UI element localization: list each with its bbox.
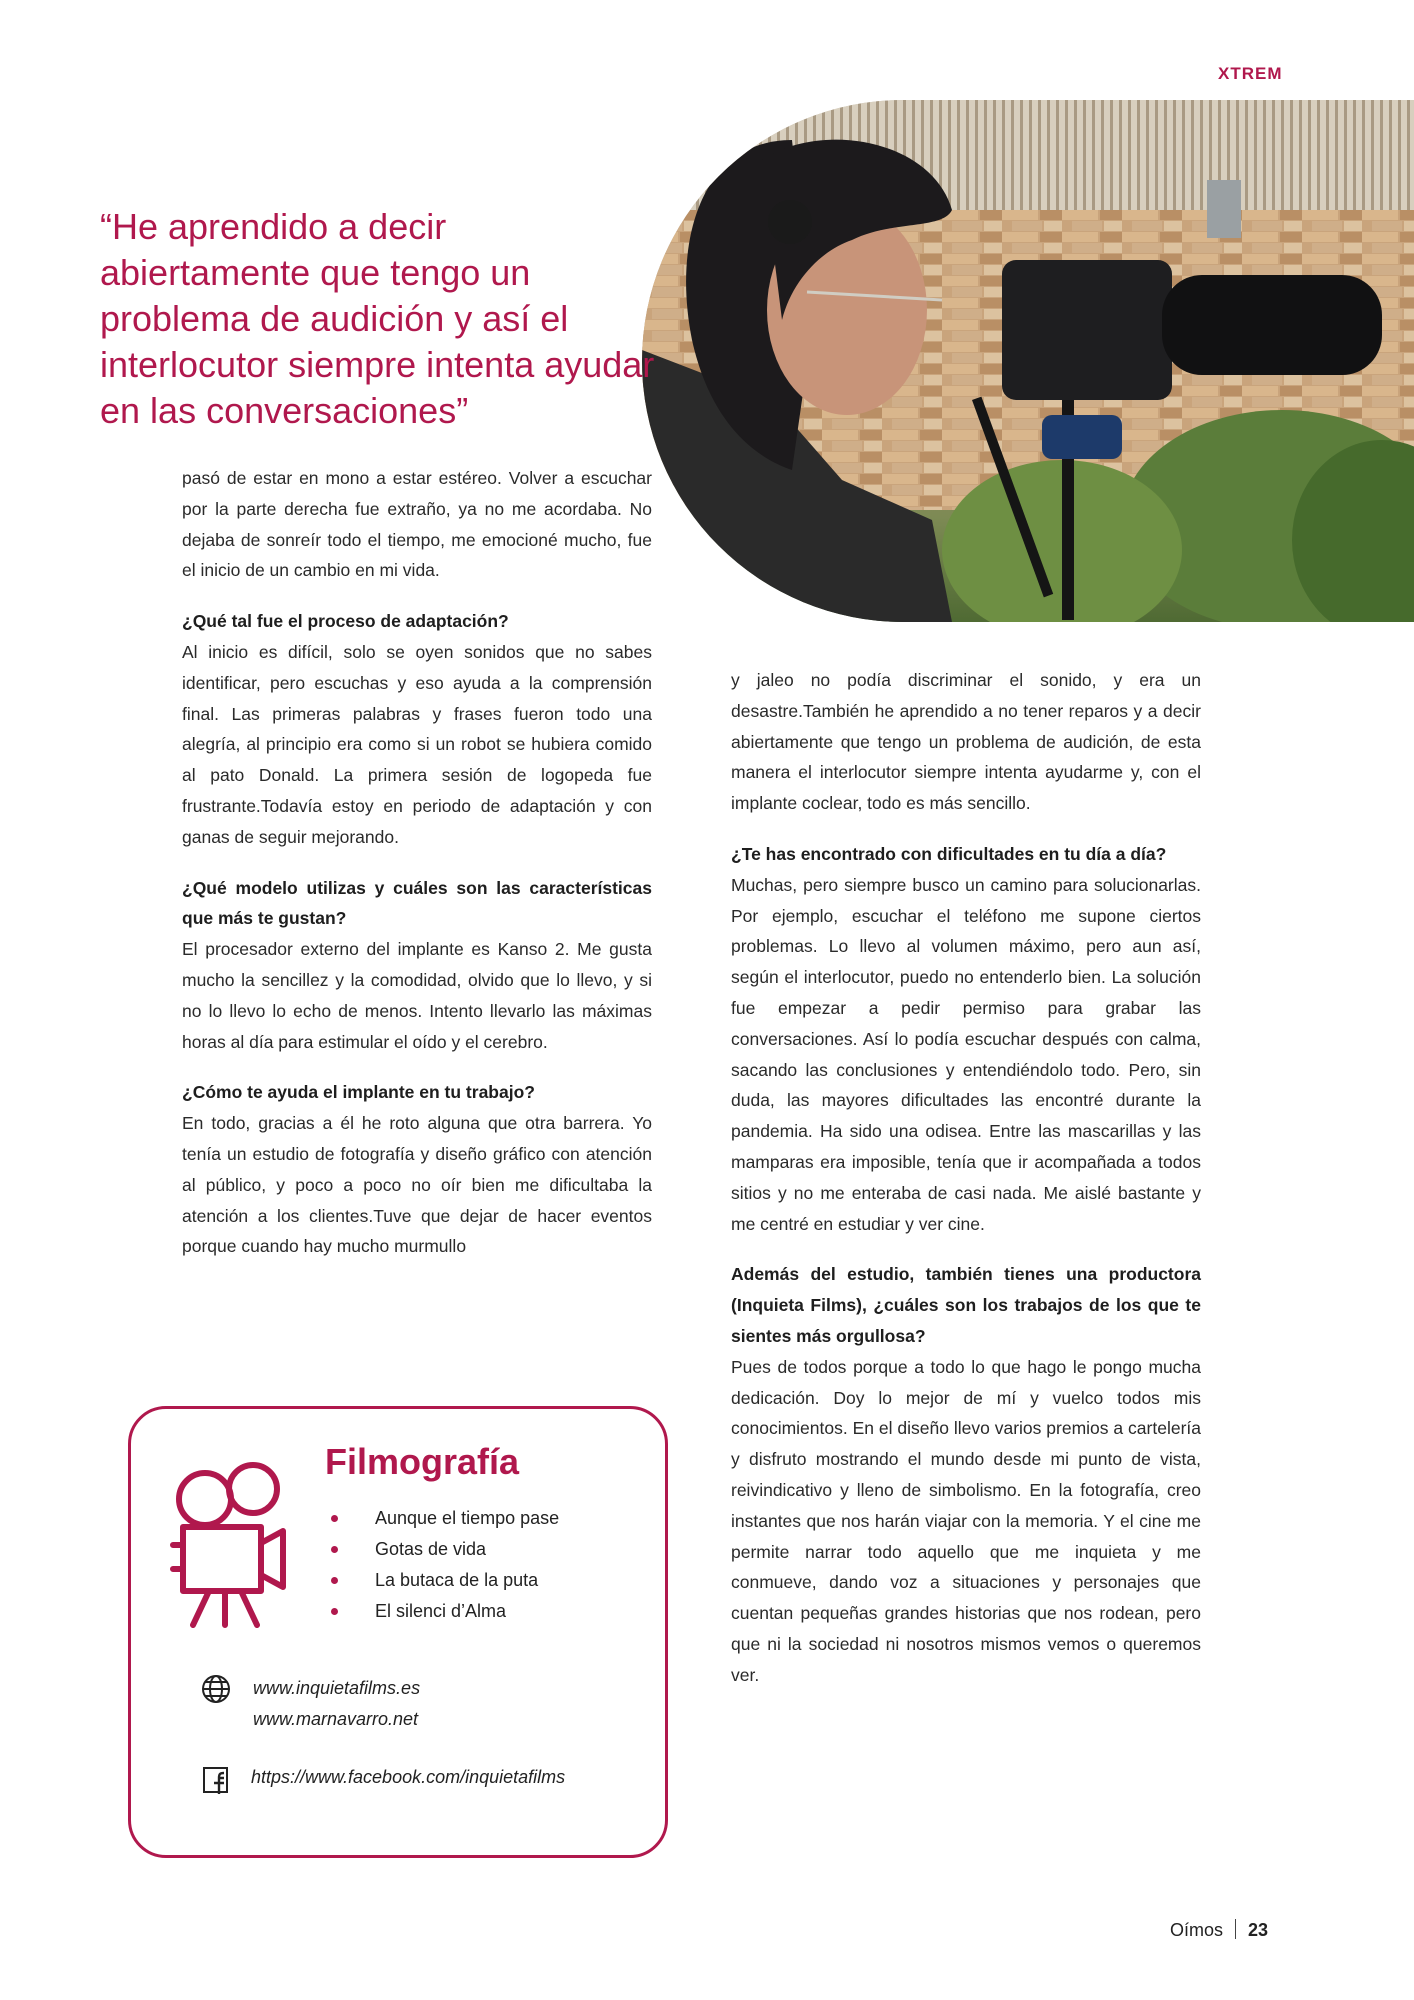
page-footer	[1170, 1919, 1268, 1941]
feature-photo	[642, 100, 1414, 622]
answer-difficulties: Muchas, pero siempre busco un camino para solucionarlas. Por ejemplo, escuchar el teléfono me supone ciertos problemas. Lo llevo al volumen máximo, pero aun así, según el interlocutor, puedo no entenderlo bien. La solución fue empezar a pedir permiso para grabar las conversaciones. Así lo podía escuchar después con calma, sacando las conclusiones y entendiéndolo todo. Pero, sin duda, las mayores dificultades las encontré durante la pandemia. Ha sido una odisea. Entre las mascarillas y las mamparas era imposible, tenía que ir acompañada a todos sitios y no me enteraba de casi nada. Me aislé bastante y me centré en estudiar y ver cine.	[731, 874, 1201, 1234]
film-title: Gotas de vida	[375, 1539, 487, 1559]
magazine-name: Oímos	[1170, 1920, 1224, 1940]
answer-work-continued: y jaleo no podía discriminar el sonido, y era un desastre.También he aprendido a no tener reparos y a decir abiertamente que tengo un problema de audición, de esta manera el interlocutor siempre intenta ayudarme y, con el implante coclear, todo es más sencillo.	[731, 670, 1201, 814]
filmography-title: Filmografía	[325, 1441, 520, 1482]
answer-model: El procesador externo del implante es Kanso 2. Me gusta mucho la sencillez y la comodidad, olvido que lo llevo, y si no lo llevo lo echo de menos. Intento llevarlo las máximas horas al día para estimular el oído y el cerebro.	[182, 939, 652, 1052]
answer-adaptation: Al inicio es difícil, solo se oyen sonidos que no sabes identificar, pero escuchas y eso ayuda a la comprensión final. Las primeras palabras y frases fueron todo una alegría, al principio era como si un robot se hubiera comido al pato Donald. La primera sesión de logopeda fue frustrante.Todavía estoy en periodo de adaptación y con ganas de seguir mejorando.	[182, 641, 652, 847]
film-item	[331, 1503, 559, 1534]
film-item	[331, 1596, 559, 1627]
question-production: Además del estudio, también tienes una productora (Inquieta Films), ¿cuáles son los trabajos de los que te sientes más orgullosa?	[731, 1264, 1201, 1346]
filmography-box	[128, 1406, 668, 1858]
facebook-icon	[201, 1764, 231, 1796]
photographer-photo	[642, 100, 1414, 622]
question-work: ¿Cómo te ayuda el implante en tu trabajo?	[182, 1082, 535, 1103]
film-item	[331, 1534, 559, 1565]
film-camera-icon	[165, 1459, 291, 1629]
article-column-left	[182, 463, 652, 1262]
facebook-link[interactable]: https://www.facebook.com/inquietafilms	[251, 1767, 566, 1787]
website-link[interactable]: www.marnavarro.net	[253, 1709, 419, 1729]
question-adaptation: ¿Qué tal fue el proceso de adaptación?	[182, 611, 509, 632]
film-title: Aunque el tiempo pase	[375, 1508, 560, 1528]
paragraph-intro: pasó de estar en mono a estar estéreo. Volver a escuchar por la parte derecha fue extraño, ya no me acordaba. No dejaba de sonreír todo el tiempo, me emocioné mucho, fue el inicio de un cambio en mi vida.	[182, 468, 652, 581]
footer-divider	[1235, 1919, 1236, 1939]
website-link[interactable]: www.inquietafilms.es	[253, 1678, 421, 1698]
film-item	[331, 1565, 559, 1596]
pull-quote: “He aprendido a decir abiertamente que tengo un problema de audición y así el interlocutor siempre intenta ayudar en las conversaciones”	[100, 206, 655, 431]
globe-icon	[201, 1674, 231, 1704]
bullet-icon	[331, 1546, 338, 1553]
question-difficulties: ¿Te has encontrado con dificultades en tu día a día?	[731, 843, 1167, 864]
bullet-icon	[331, 1608, 338, 1615]
web-links	[253, 1673, 420, 1735]
section-tag: XTREM	[1218, 64, 1283, 83]
article-column-right	[731, 665, 1201, 1691]
answer-work: En todo, gracias a él he roto alguna que otra barrera. Yo tenía un estudio de fotografía y diseño gráfico con atención al público, y poco a poco no oír bien me dificultaba la atención a los clientes.Tuve que dejar de hacer eventos porque cuando hay mucho murmullo	[182, 1113, 652, 1257]
film-title: La butaca de la puta	[375, 1570, 539, 1590]
question-model: ¿Qué modelo utilizas y cuáles son las características que más te gustan?	[182, 877, 652, 929]
film-list	[331, 1503, 559, 1627]
page-number: 23	[1248, 1920, 1269, 1940]
film-title: El silenci d’Alma	[375, 1601, 507, 1621]
bullet-icon	[331, 1515, 338, 1522]
answer-production: Pues de todos porque a todo lo que hago le pongo mucha dedicación. Doy lo mejor de mí y vuelco todos mis conocimientos. En el diseño llevo varios premios a cartelería y disfruto mostrando el mundo desde mi punto de vista, reivindicativo y lleno de simbolismo. En la fotografía, creo instantes que nos harán viajar con la memoria. Y el cine me permite narrar todo aquello que me inquieta y me conmueve, dando voz a situaciones y personajes que cuentan pequeñas grandes historias que nos rodean, pero que ni la sociedad ni nosotros mismos vemos o queremos ver.	[731, 1356, 1201, 1685]
bullet-icon	[331, 1577, 338, 1584]
